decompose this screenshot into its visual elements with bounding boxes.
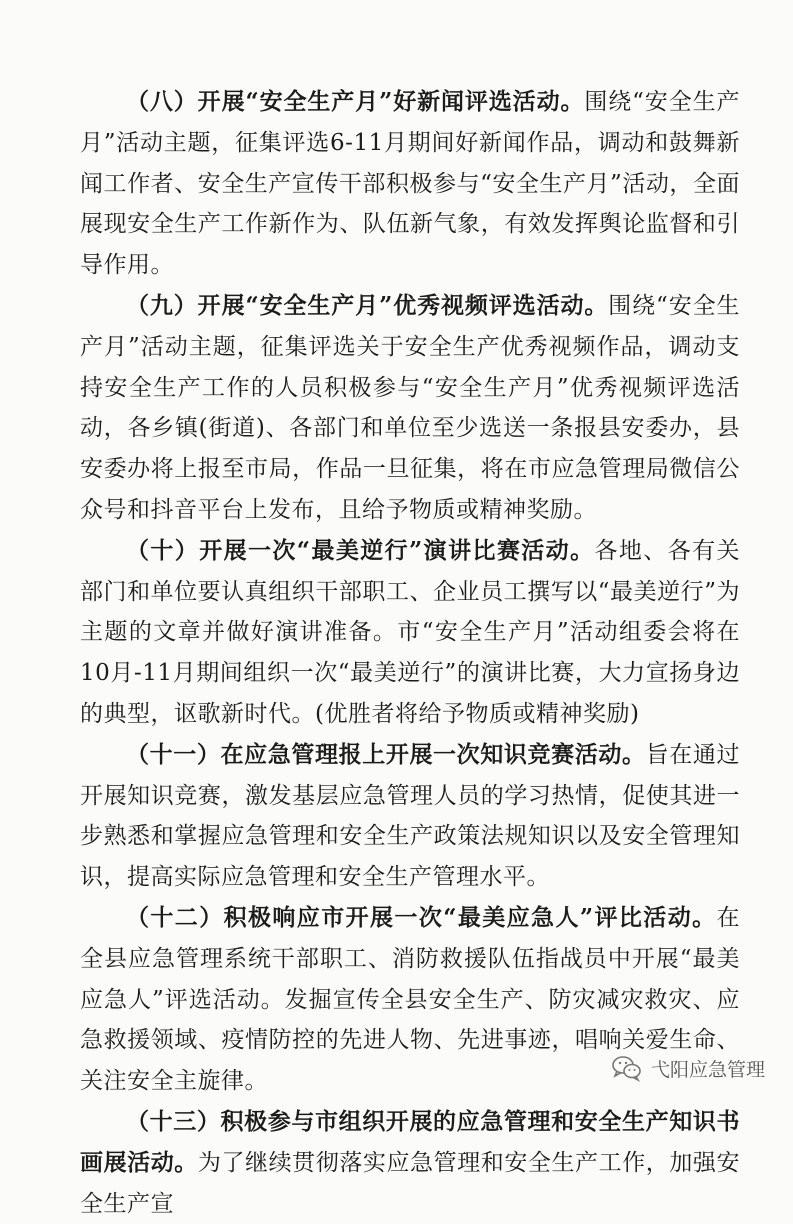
paragraph-text: 各地、各有关部门和单位要认真组织干部职工、企业员工撰写以“最美逆行”为主题的文章并做好演讲准备。市“安全生产月”活动组委会将在10月-11月期间组织一次“最美逆行”的演讲比赛，大力宣扬身边的典型，讴歌新时代。(优胜者将给予物质或精神奖励)	[80, 537, 740, 727]
paragraph-heading: （十）开展一次“最美逆行”演讲比赛活动。	[126, 536, 595, 564]
paragraph-text: 在全县应急管理系统干部职工、消防救援队伍指战员中开展“最美应急人”评选活动。发掘宣传全县安全生产、防灾减灾救灾、应急救援领域、疫情防控的先进人物、先进事迹，唱响关爱生命、关注安全主旋律。	[80, 904, 740, 1095]
document-body	[80, 82, 740, 1224]
paragraph-text: 旨在通过开展知识竞赛，激发基层应急管理人员的学习热情，促使其进一步熟悉和掌握应急管理和安全生产政策法规知识以及安全管理知识，提高实际应急管理和安全生产管理水平。	[80, 741, 741, 891]
paragraph-8	[80, 82, 740, 286]
paragraph-heading: （十三）积极参与市组织开展的应急管理和安全生产知识书画展活动。	[80, 1107, 740, 1176]
wechat-icon	[611, 1054, 643, 1082]
paragraph-heading: （十一）在应急管理报上开展一次知识竞赛活动。	[126, 740, 646, 768]
paragraph-text: 为了继续贯彻落实应急管理和安全生产工作，加强安全生产宣	[80, 1149, 741, 1217]
paragraph-heading: （九）开展“安全生产月”优秀视频评选活动。	[126, 291, 609, 319]
paragraph-11	[80, 735, 740, 898]
paragraph-text: 围绕“安全生产月”活动主题，征集评选6-11月期间好新闻作品，调动和鼓舞新闻工作者、安全生产宣传干部积极参与“安全生产月”活动，全面展现安全生产工作新作为、队伍新气象，有效发挥舆论监督和引导作用。	[80, 89, 740, 279]
paragraph-heading: （八）开展“安全生产月”好新闻评选活动。	[126, 88, 585, 115]
paragraph-10	[80, 531, 740, 735]
paragraph-text: 围绕“安全生产月”活动主题，征集评选关于安全生产优秀视频作品，调动支持安全生产工作的人员积极参与“安全生产月”优秀视频评选活动，各乡镇(街道)、各部门和单位至少选送一条报县安委办，县安委办将上报至市局，作品一旦征集，将在市应急管理局微信公众号和抖音平台上发布，且给予物质或精神奖励。	[80, 292, 740, 523]
paragraph-heading: （十二）积极响应市开展一次“最美应急人”评比活动。	[126, 903, 717, 931]
account-watermark	[611, 1054, 765, 1082]
paragraph-13	[80, 1102, 740, 1224]
watermark-text: 弋阳应急管理	[650, 1058, 765, 1081]
paragraph-9	[80, 286, 740, 531]
